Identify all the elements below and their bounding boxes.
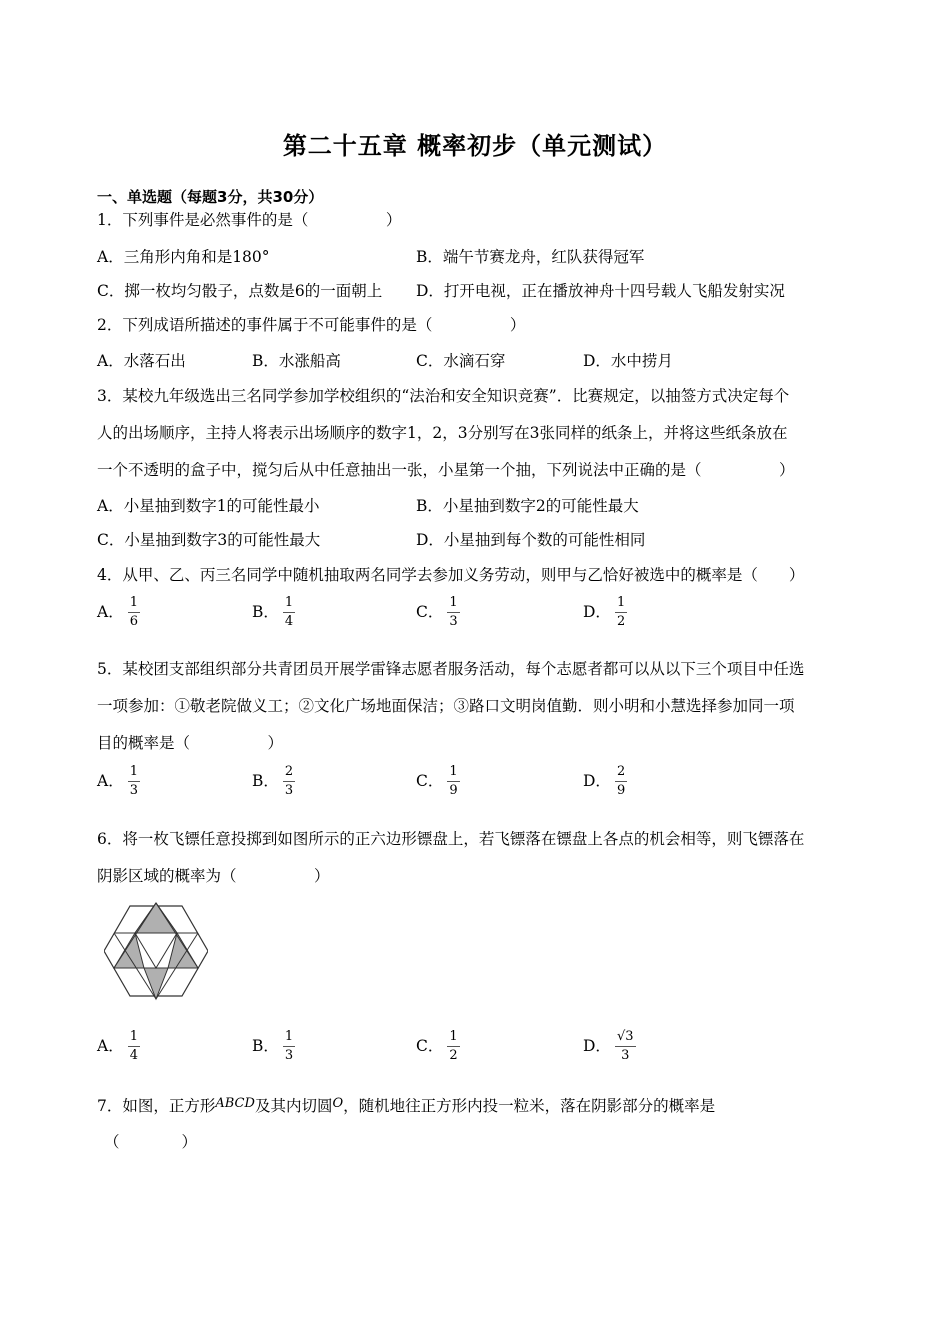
square-abcd-label: ABCD [215, 1096, 255, 1111]
q1-option-a: A．三角形内角和是180° [97, 248, 270, 266]
q6-line-2: 阴影区域的概率为（ ） [97, 867, 330, 885]
q4-option-a: A． $\frac{1}{6}$ [97, 595, 138, 630]
q6-option-d: D． $\frac{√3}{3}$ [583, 1029, 634, 1064]
q5-option-a: A． $\frac{1}{3}$ [97, 764, 138, 799]
q4-option-c: C． $\frac{1}{3}$ [416, 595, 458, 630]
q5-line-3: 目的概率是（ ） [97, 734, 284, 752]
q6-option-c: C． $\frac{1}{2}$ [416, 1029, 458, 1064]
q3-option-a: A．小星抽到数字1的可能性最小 [97, 497, 320, 515]
q1-option-b: B．端午节赛龙舟，红队获得冠军 [416, 248, 645, 266]
q2-option-a: A．水落石出 [97, 352, 186, 370]
q3-line-2: 人的出场顺序，主持人将表示出场顺序的数字1，2，3分别写在3张同样的纸条上，并将这些纸条放在 [97, 424, 788, 442]
circle-o-label: O [332, 1096, 344, 1111]
q3-line-3: 一个不透明的盒子中，搅匀后从中任意抽出一张，小星第一个抽，下列说法中正确的是（ ） [97, 461, 795, 479]
q5-line-1: 5．某校团支部组织部分共青团员开展学雷锋志愿者服务活动，每个志愿者都可以从以下三个项目中任选 [97, 660, 805, 678]
q3-line-1: 3．某校九年级选出三名同学参加学校组织的“法治和安全知识竞赛”．比赛规定，以抽签方式决定每个 [97, 387, 790, 405]
q6-option-b: B． $\frac{1}{3}$ [252, 1029, 294, 1064]
q4-option-b: B． $\frac{1}{4}$ [252, 595, 294, 630]
q5-option-c: C． $\frac{1}{9}$ [416, 764, 458, 799]
q6-option-a: A． $\frac{1}{4}$ [97, 1029, 138, 1064]
q1-option-c: C．掷一枚均匀骰子，点数是6的一面朝上 [97, 282, 383, 300]
q5-line-2: 一项参加：①敬老院做义工；②文化广场地面保洁；③路口文明岗值勤．则小明和小慧选择参加同一项 [97, 697, 795, 715]
q7-stem: 7．如图，正方形$^{ABCD}$及其内切圆$^O$，随机地往正方形内投一粒米，落在阴影部分的概率是 [97, 1096, 716, 1115]
section-heading: 一、单选题（每题3分，共30分） [97, 188, 324, 206]
q2-option-c: C．水滴石穿 [416, 352, 506, 370]
q7-answer-blank: （ ） [104, 1133, 198, 1151]
q2-option-b: B．水涨船高 [252, 352, 341, 370]
q1-stem: 1．下列事件是必然事件的是（ ） [97, 211, 402, 229]
q5-option-d: D． $\frac{2}{9}$ [583, 764, 626, 799]
q5-option-b: B． $\frac{2}{3}$ [252, 764, 294, 799]
q2-option-d: D．水中捞月 [583, 352, 673, 370]
q4-option-d: D． $\frac{1}{2}$ [583, 595, 626, 630]
q3-option-c: C．小星抽到数字3的可能性最大 [97, 531, 321, 549]
hexagon-dartboard-figure [104, 898, 208, 1004]
page-title: 第二十五章 概率初步（单元测试） [282, 132, 668, 160]
q3-option-d: D．小星抽到每个数的可能性相同 [416, 531, 646, 549]
q2-stem: 2．下列成语所描述的事件属于不可能事件的是（ ） [97, 316, 526, 334]
q3-option-b: B．小星抽到数字2的可能性最大 [416, 497, 639, 515]
q6-line-1: 6．将一枚飞镖任意投掷到如图所示的正六边形镖盘上，若飞镖落在镖盘上各点的机会相等，则飞镖落在 [97, 830, 805, 848]
q1-option-d: D．打开电视，正在播放神舟十四号载人飞船发射实况 [416, 282, 785, 300]
q4-stem: 4．从甲、乙、丙三名同学中随机抽取两名同学去参加义务劳动，则甲与乙恰好被选中的概率是（ ） [97, 566, 805, 584]
